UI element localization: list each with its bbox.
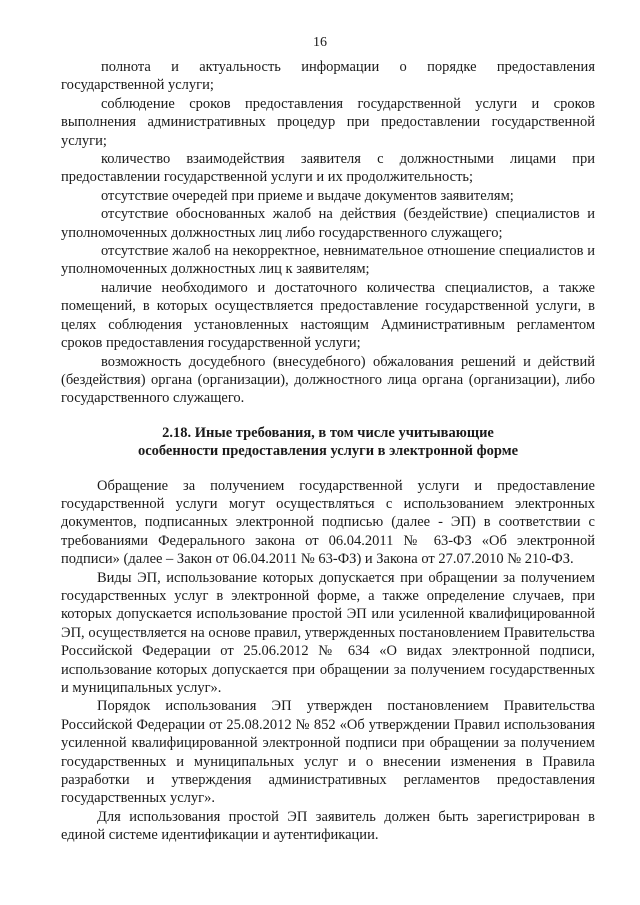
section-heading [61, 424, 595, 461]
list-item: количество взаимодействия заявителя с должностными лицами при предоставлении государственной услуги и их продолжительность; [61, 151, 595, 186]
paragraph: Порядок использования ЭП утвержден постановлением Правительства Российской Федерации от 25.08.2012 № 852 «Об утверждении Правил использования усиленной квалифицированной электронной подписи при обращении за получением государственных и муниципальных услуг и о внесении изменения в Правила разработки и утверждения административных регламентов предоставления государственных услуг». [61, 698, 595, 807]
section-body [61, 477, 595, 845]
list-item: наличие необходимого и достаточного количества специалистов, а также помещений, в которых осуществляется предоставление государственной услуги, в целях соблюдения установленных настоящим Административным регламентом сроков предоставления государственной услуги; [61, 279, 595, 352]
list-item: отсутствие жалоб на некорректное, невнимательное отношение специалистов и уполномоченных должностных лиц к заявителям; [61, 243, 595, 278]
list-item: отсутствие очередей при приеме и выдаче документов заявителям; [101, 187, 514, 204]
list-item: полнота и актуальность информации о порядке предоставления государственной услуги; [61, 59, 595, 94]
list-item: соблюдение сроков предоставления государственной услуги и сроков выполнения административных процедур при предоставлении государственной услуги; [61, 95, 595, 149]
list-item: отсутствие обоснованных жалоб на действия (бездействие) специалистов и уполномоченных должностных лиц либо государственного служащего; [61, 206, 595, 241]
paragraph: Для использования простой ЭП заявитель должен быть зарегистрирован в единой системе идентификации и аутентификации. [61, 808, 595, 844]
criteria-list [61, 58, 595, 408]
page-content [61, 58, 595, 845]
page-number: 16 [313, 35, 327, 50]
section-heading-line: особенности предоставления услуги в электронной форме [137, 443, 519, 460]
paragraph: Виды ЭП, использование которых допускается при обращении за получением государственных услуг в электронной форме, а также определение случаев, при которых допускается использование простой ЭП или усиленной квалифицированной ЭП, осуществляется на основе правил, утвержденных постановлением Правительства Российской Федерации от 25.06.2012 № 634 «О видах электронной подписи, использование которых допускается при обращении за получением государственных и муниципальных услуг». [61, 569, 595, 696]
list-item: возможность досудебного (внесудебного) обжалования решений и действий (бездействия) органа (организации), должностного лица органа (организации), либо государственного служащего. [61, 353, 595, 407]
paragraph: Обращение за получением государственной услуги и предоставление государственной услуги могут осуществляться с использованием электронных документов, подписанных электронной подписью (далее - ЭП) в соответствии с требованиями Федерального закона от 06.04.2011 № 63-ФЗ «Об электронной подписи» (далее – Закон от 06.04.2011 № 63-ФЗ) и Закона от 27.07.2010 № 210-ФЗ. [61, 477, 595, 568]
section-heading-line: 2.18. Иные требования, в том числе учитывающие [162, 424, 494, 441]
